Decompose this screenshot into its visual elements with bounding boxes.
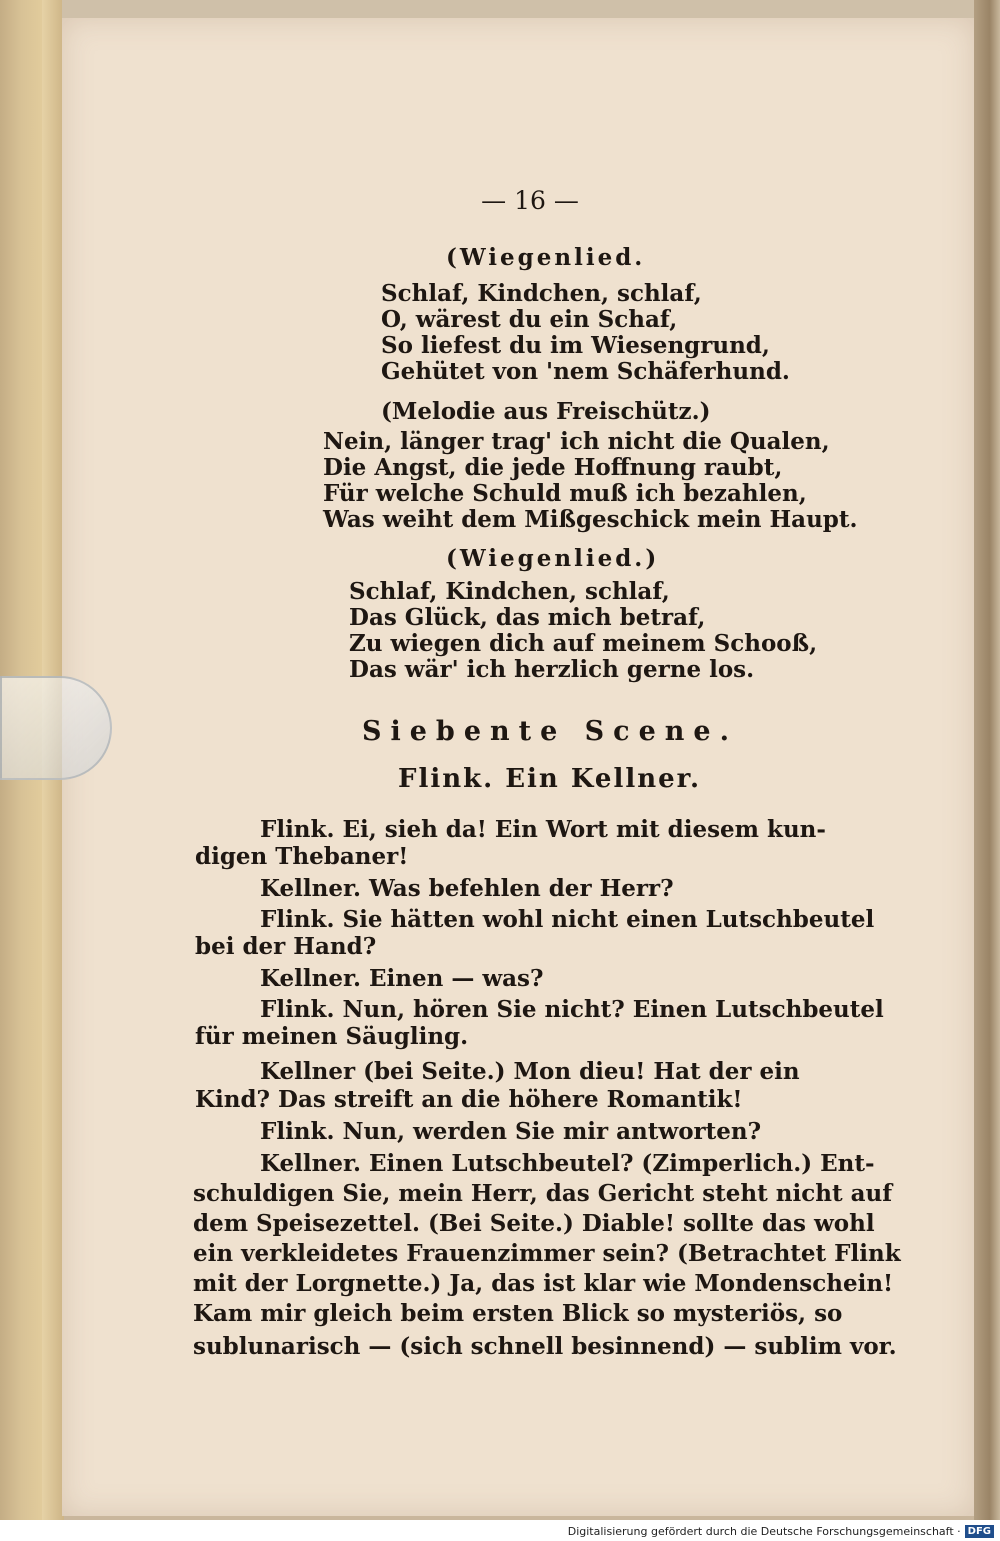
prose-line: digen Thebaner! (195, 843, 409, 870)
verse-line: Die Angst, die jede Hoffnung raubt, (323, 454, 783, 481)
verse-line: O, wärest du ein Schaf, (381, 306, 678, 333)
verse-line: Das Glück, das mich betraf, (349, 604, 706, 631)
prose-line: Kind? Das streift an die höhere Romantik! (195, 1086, 743, 1113)
verse-heading: (Melodie aus Freischütz.) (381, 398, 711, 425)
prose-line: Flink. Ei, sieh da! Ein Wort mit diesem kun- (260, 816, 826, 843)
prose-line: Flink. Nun, hören Sie nicht? Einen Lutschbeutel (260, 996, 884, 1023)
prose-line: Kellner. Einen Lutschbeutel? (Zimperlich.) Ent- (260, 1150, 875, 1177)
verse-line: Schlaf, Kindchen, schlaf, (349, 578, 670, 605)
prose-line: dem Speisezettel. (Bei Seite.) Diable! sollte das wohl (193, 1210, 875, 1237)
prose-line: sublunarisch — (sich schnell besinnend) — sublim vor. (193, 1333, 897, 1360)
prose-line: bei der Hand? (195, 933, 377, 960)
prose-line: Kam mir gleich beim ersten Blick so mysteriös, so (193, 1300, 843, 1327)
prose-line: schuldigen Sie, mein Herr, das Gericht steht nicht auf (193, 1180, 893, 1207)
book-gutter (974, 0, 1000, 1520)
prose-line: Kellner (bei Seite.) Mon dieu! Hat der ein (260, 1058, 800, 1085)
verse-line: Das wär' ich herzlich gerne los. (349, 656, 755, 683)
verse-line: Für welche Schuld muß ich bezahlen, (323, 480, 807, 507)
prose-line: mit der Lorgnette.) Ja, das ist klar wie Mondenschein! (193, 1270, 894, 1297)
prose-line: Flink. Nun, werden Sie mir antworten? (260, 1118, 762, 1145)
scene-title: Siebente Scene. (362, 716, 738, 747)
verse-heading: (Wiegenlied.) (446, 545, 660, 572)
dfg-logo: DFG (965, 1525, 994, 1538)
prose-line: Kellner. Einen — was? (260, 965, 544, 992)
verse-heading: (Wiegenlied. (446, 244, 646, 271)
prose-line: für meinen Säugling. (195, 1023, 469, 1050)
digitization-footer (568, 1523, 994, 1539)
scene-characters: Flink. Ein Kellner. (398, 764, 702, 794)
footer-text: Digitalisierung gefördert durch die Deutsche Forschungsgemeinschaft · (567, 1524, 961, 1538)
prose-line: Flink. Sie hätten wohl nicht einen Lutschbeutel (260, 906, 875, 933)
verse-line: Gehütet von 'nem Schäferhund. (381, 358, 790, 385)
page-clip (0, 676, 112, 780)
verse-line: Schlaf, Kindchen, schlaf, (381, 280, 702, 307)
page-number: — 16 — (481, 186, 579, 215)
verse-line: So liefest du im Wiesengrund, (381, 332, 770, 359)
verse-line: Zu wiegen dich auf meinem Schooß, (349, 630, 818, 657)
verse-line: Nein, länger trag' ich nicht die Qualen, (323, 428, 830, 455)
prose-line: ein verkleidetes Frauenzimmer sein? (Betrachtet Flink (193, 1240, 901, 1267)
prose-line: Kellner. Was befehlen der Herr? (260, 875, 674, 902)
verse-line: Was weiht dem Mißgeschick mein Haupt. (323, 506, 858, 533)
